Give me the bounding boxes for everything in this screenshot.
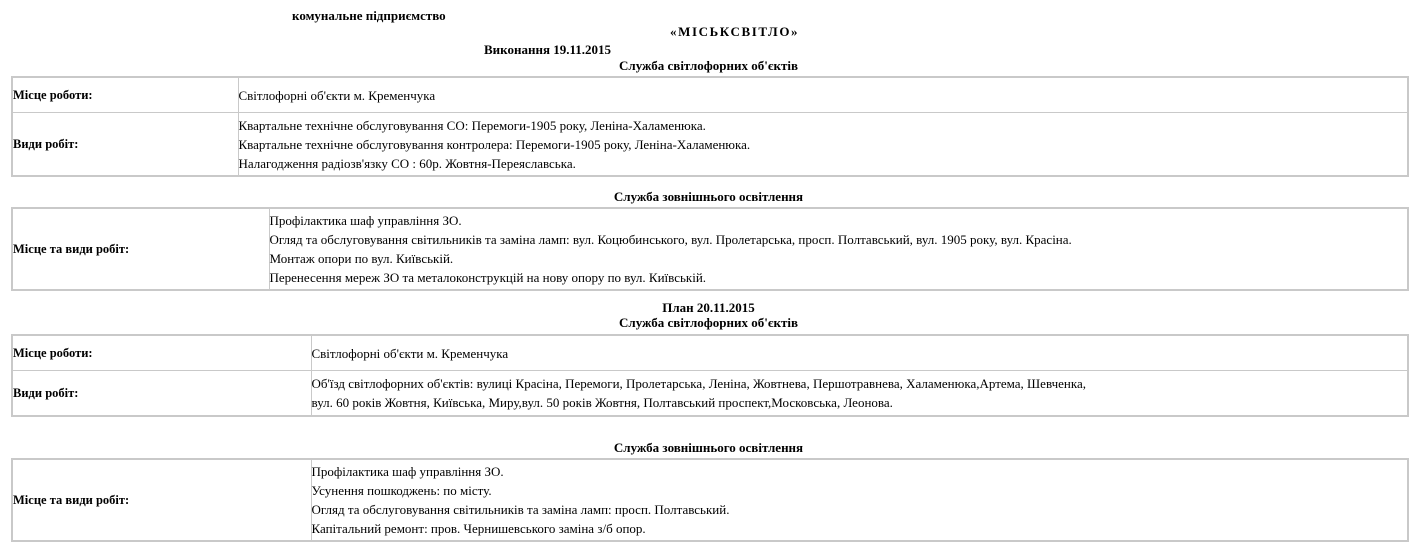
value-line: Капітальний ремонт: пров. Чернишевського заміна з/б опор. [311, 521, 646, 536]
value-line: Перенесення мереж ЗО та металоконструкцій на нову опору по вул. Київській. [269, 270, 707, 285]
table-row [12, 371, 1408, 417]
section-caption-outdoor-plan: Служба зовнішнього освітлення [613, 440, 804, 455]
row-value-place-and-types [269, 208, 1408, 290]
row-value-work-place [238, 77, 1408, 113]
section-caption-traffic-plan: Служба світлофорних об'єктів [619, 315, 798, 330]
value-line: вул. 60 років Жовтня, Київська, Миру,вул. 50 років Жовтня, Полтавський проспект,Московська, Леонова. [311, 395, 893, 410]
row-value-work-types [311, 371, 1408, 417]
table-plan-traffic [11, 334, 1409, 417]
table-execution-outdoor-wrapper [11, 207, 1409, 291]
execution-date-heading: Виконання 19.11.2015 [484, 42, 612, 57]
table-row [12, 459, 1408, 541]
value-line: Огляд та обслуговування світильників та заміна ламп: вул. Коцюбинського, вул. Пролетарська, просп. Полтавський, вул. 1905 року, вул. Красіна. [269, 232, 1072, 247]
value-line: Монтаж опори по вул. Київській. [269, 251, 454, 266]
table-plan-outdoor-wrapper [11, 458, 1409, 542]
value-line: Квартальне технічне обслуговування контролера: Перемоги-1905 року, Леніна-Халаменюка. [238, 136, 751, 152]
row-label-work-types: Види робіт: [12, 371, 311, 417]
table-plan-outdoor [11, 458, 1409, 542]
value-line: Квартальне технічне обслуговування СО: Перемоги-1905 року, Леніна-Халаменюка. [238, 117, 706, 133]
table-execution-traffic [11, 76, 1409, 177]
value-line: Світлофорні об'єкти м. Кременчука [238, 87, 436, 103]
table-row [12, 208, 1408, 290]
table-row [12, 113, 1408, 177]
row-value-work-place [311, 335, 1408, 371]
value-line: Налагодження радіозв'язку СО : 60р. Жовтня-Переяславська. [238, 155, 576, 171]
row-label-work-place: Місце роботи: [12, 335, 311, 371]
value-line: Світлофорні об'єкти м. Кременчука [311, 345, 509, 361]
value-line: Профілактика шаф управління ЗО. [311, 464, 504, 479]
table-row [12, 335, 1408, 371]
row-label-place-and-types: Місце та види робіт: [12, 459, 311, 541]
value-line: Огляд та обслуговування світильників та заміна ламп: просп. Полтавський. [311, 502, 730, 517]
table-execution-outdoor [11, 207, 1409, 291]
table-plan-traffic-wrapper [11, 334, 1409, 417]
table-execution-traffic-wrapper [11, 76, 1409, 177]
organization-type: комунальне підприємство [292, 8, 446, 23]
row-value-work-types [238, 113, 1408, 177]
value-line: Об'їзд світлофорних об'єктів: вулиці Красіна, Перемоги, Пролетарська, Леніна, Жовтнева, Першотравнева, Халаменюка,Артема, Шевченка, [311, 376, 1086, 391]
value-line: Профілактика шаф управління ЗО. [269, 213, 462, 228]
plan-date-heading: План 20.11.2015 [662, 300, 755, 315]
row-value-place-and-types [311, 459, 1408, 541]
table-row [12, 77, 1408, 113]
row-label-place-and-types: Місце та види робіт: [12, 208, 269, 290]
value-line: Усунення пошкоджень: по місту. [311, 483, 492, 498]
row-label-work-types: Види робіт: [12, 113, 238, 177]
organization-name: «МІСЬКСВІТЛО» [670, 24, 800, 39]
section-caption-outdoor-execution: Служба зовнішнього освітлення [613, 189, 804, 204]
row-label-work-place: Місце роботи: [12, 77, 238, 113]
section-caption-traffic-execution: Служба світлофорних об'єктів [619, 58, 798, 73]
